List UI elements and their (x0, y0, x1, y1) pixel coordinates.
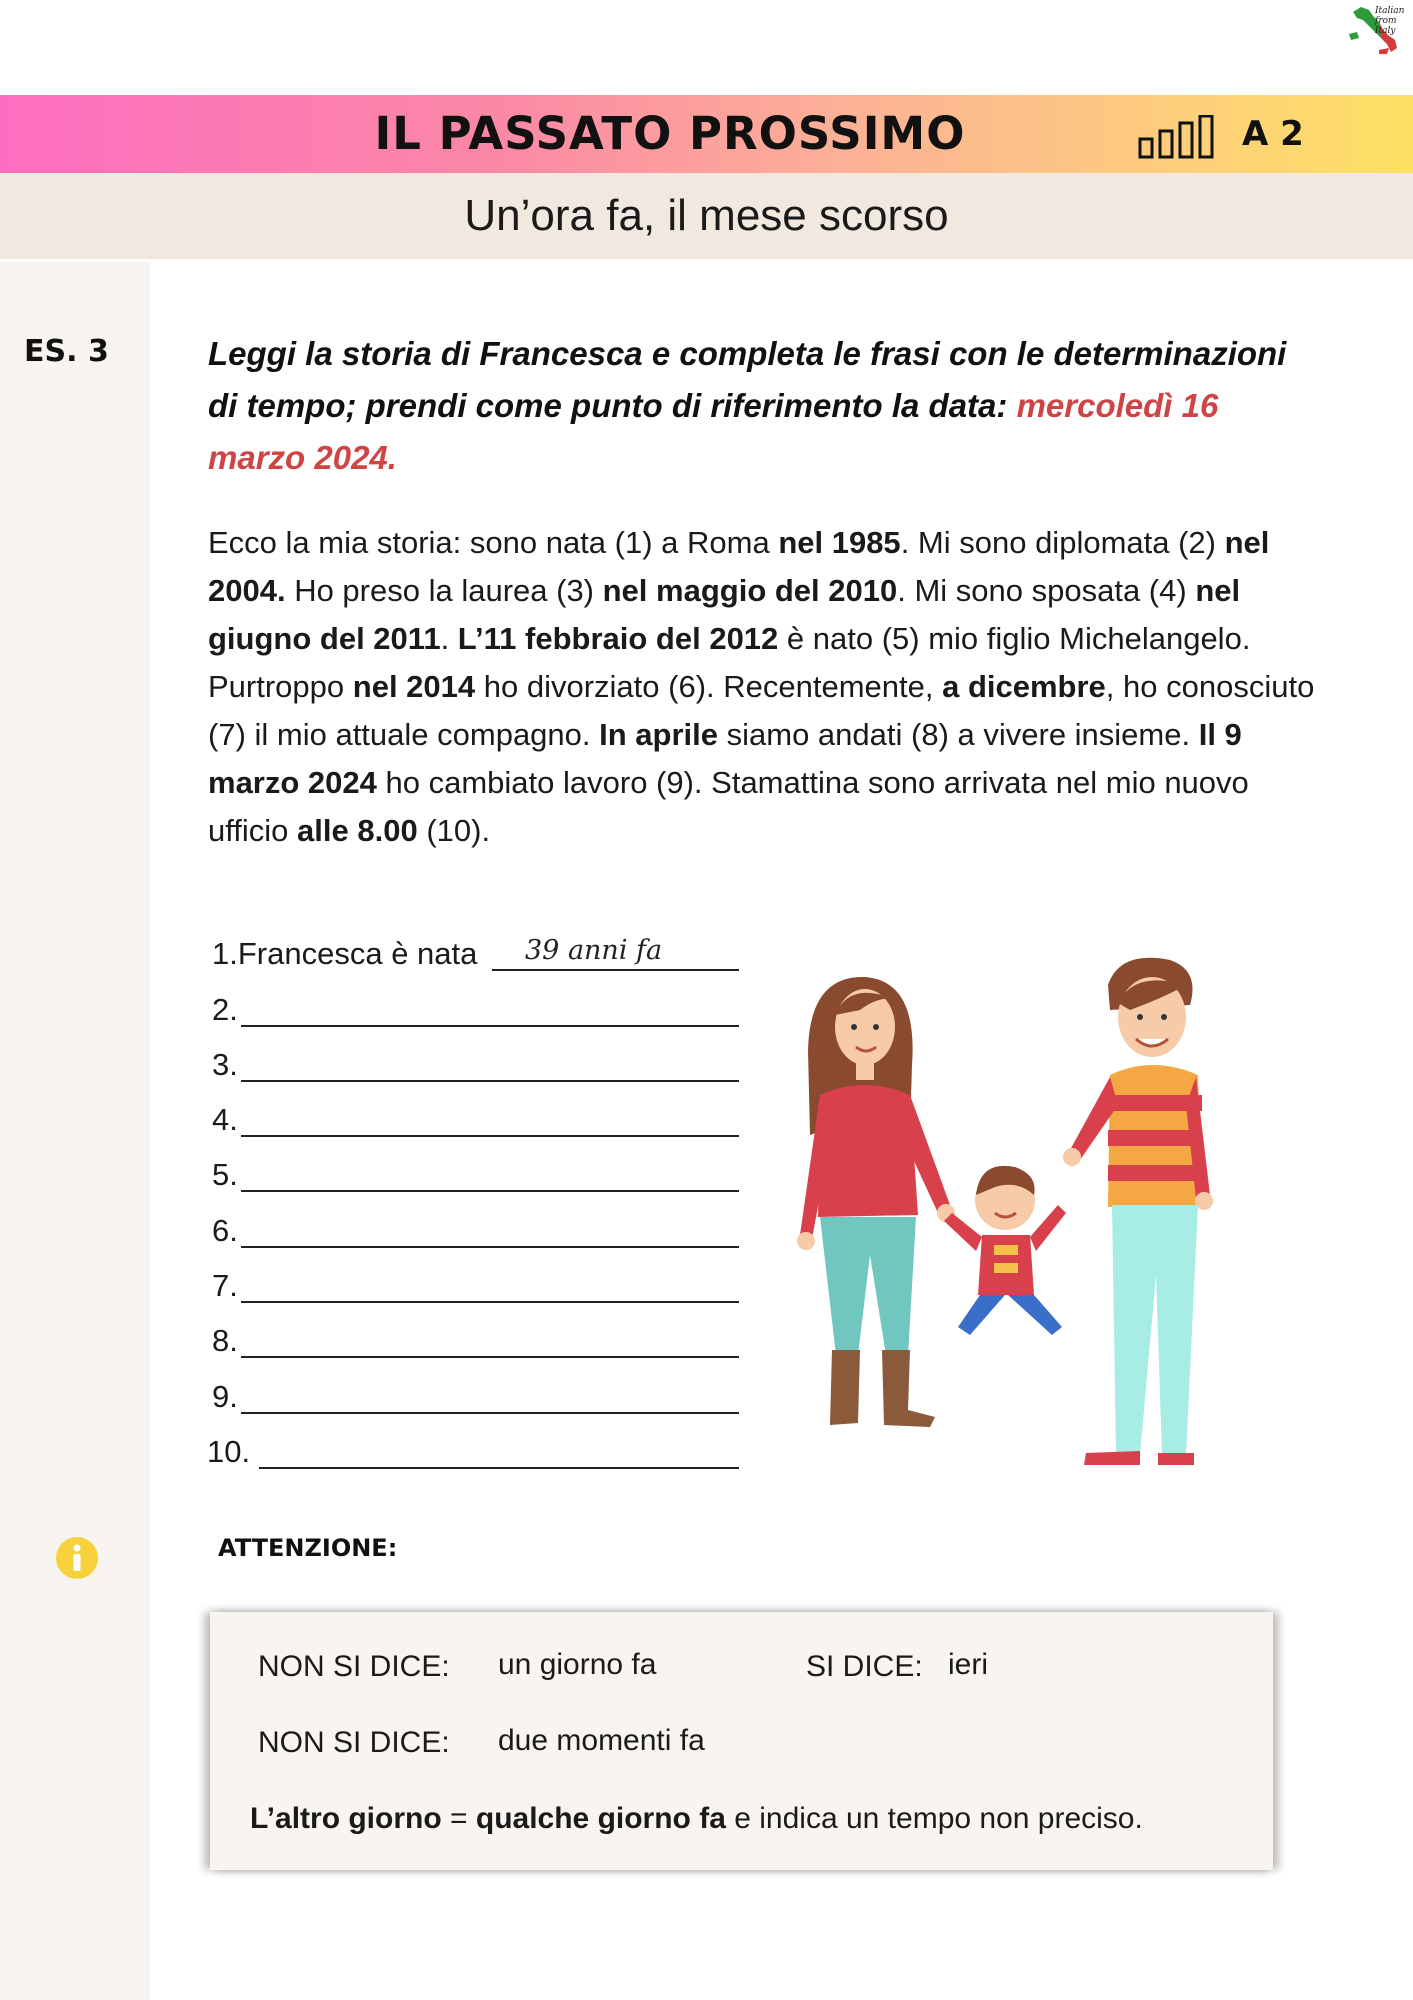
story-paragraph (208, 519, 1328, 855)
family-illustration (790, 955, 1290, 1485)
answer-field[interactable] (241, 1261, 739, 1303)
story-text: . (440, 621, 458, 656)
answer-row (207, 1257, 747, 1312)
si-dice-value: ieri (948, 1648, 989, 1681)
story-bold: Il 9 marzo 2024 (208, 717, 1242, 800)
story-bold: In aprile (599, 717, 719, 752)
non-si-dice-value: un giorno fa (498, 1648, 657, 1681)
answer-row (207, 1312, 747, 1367)
info-icon (55, 1536, 99, 1580)
answer-field[interactable] (259, 1427, 739, 1469)
attention-box (210, 1612, 1273, 1870)
woman-figure (797, 977, 955, 1427)
page-subtitle: Un’ora fa, il mese scorso (464, 191, 949, 240)
story-text: . Mi sono diplomata (2) (900, 525, 1225, 560)
story-bold: alle 8.00 (297, 813, 418, 848)
story-text: siamo andati (8) a vivere insieme. (718, 717, 1199, 752)
answer-row (207, 1367, 747, 1422)
story-text: è nato (5) mio figlio Michelangelo. Purtroppo (208, 621, 1251, 704)
story-bold: nel maggio del 2010 (602, 573, 898, 608)
answer-number: 9. (212, 1378, 238, 1414)
answer-field[interactable] (241, 985, 739, 1027)
left-margin-column (0, 262, 150, 2000)
answer-number: 3. (212, 1046, 238, 1082)
answer-row (207, 1036, 747, 1091)
answer-row (207, 925, 747, 980)
story-bold: a dicembre (942, 669, 1106, 704)
story-bold: nel 2014 (352, 669, 476, 704)
story-bold: L’11 febbraio del 2012 (457, 621, 779, 656)
answer-number: 1. (212, 936, 238, 972)
title-banner (0, 95, 1413, 173)
answer-number: 10. (207, 1433, 251, 1469)
attention-rule (250, 1802, 1143, 1836)
story-bold: nel 1985 (778, 525, 901, 560)
story-text: ho divorziato (6). Recentemente, (475, 669, 943, 704)
rule-text: e indica un tempo non preciso. (725, 1802, 1143, 1835)
subtitle-bar (0, 173, 1413, 259)
story-text: . Mi sono sposata (4) (897, 573, 1196, 608)
answer-row (207, 1091, 747, 1146)
instruction-text: Leggi la storia di Francesca e completa le frasi con le determinazioni di tempo; prendi come punto di riferimento la data: (208, 335, 1287, 424)
answer-row (207, 1201, 747, 1256)
answer-field[interactable] (241, 1095, 739, 1137)
non-si-dice-value: due momenti fa (498, 1724, 705, 1757)
answer-list (207, 925, 747, 1478)
story-bold: nel 2004. (208, 525, 1270, 608)
story-text: , ho conosciuto (7) il mio attuale compagno. (208, 669, 1315, 752)
answer-field[interactable] (241, 1372, 739, 1414)
handwritten-answer: 39 anni fa (525, 935, 663, 967)
answer-number: 2. (212, 991, 238, 1027)
story-text: (10). (417, 813, 491, 848)
rule-bold: qualche giorno fa (475, 1802, 726, 1835)
answer-number: 8. (212, 1323, 238, 1359)
answer-number: 7. (212, 1268, 238, 1304)
level-badge: A 2 (1242, 114, 1304, 154)
non-si-dice-label: NON SI DICE: (258, 1650, 450, 1683)
story-text: Ecco la mia storia: sono nata (1) a Roma (208, 525, 779, 560)
answer-number: 6. (212, 1212, 238, 1248)
answer-field[interactable] (241, 1206, 739, 1248)
attention-label: ATTENZIONE: (218, 1534, 398, 1562)
reference-date: mercoledì 16 marzo 2024. (208, 387, 1219, 476)
answer-number: 5. (212, 1157, 238, 1193)
rule-text: = (441, 1802, 476, 1835)
story-text: Ho preso la laurea (3) (285, 573, 603, 608)
level-bars-icon (1138, 115, 1224, 159)
exercise-instruction (208, 328, 1318, 484)
page-title: IL PASSATO PROSSIMO (374, 107, 966, 160)
answer-row (207, 1146, 747, 1201)
answer-row (207, 980, 747, 1035)
rule-bold: L’altro giorno (250, 1802, 442, 1835)
answer-prompt: Francesca è nata (237, 936, 478, 972)
logo-text: Italian from Italy (1375, 6, 1405, 36)
answer-row (207, 1423, 747, 1478)
answer-field[interactable] (241, 1040, 739, 1082)
si-dice-label: SI DICE: (806, 1650, 923, 1683)
man-figure (1063, 958, 1213, 1465)
answer-field[interactable] (241, 1316, 739, 1358)
exercise-label: ES. 3 (24, 334, 109, 369)
story-text: ho cambiato lavoro (9). Stamattina sono arrivata nel mio nuovo ufficio (208, 765, 1249, 848)
answer-field[interactable] (241, 1150, 739, 1192)
answer-number: 4. (212, 1102, 238, 1138)
non-si-dice-label: NON SI DICE: (258, 1726, 450, 1759)
child-figure (944, 1166, 1066, 1335)
story-bold: nel giugno del 2011 (208, 573, 1241, 656)
